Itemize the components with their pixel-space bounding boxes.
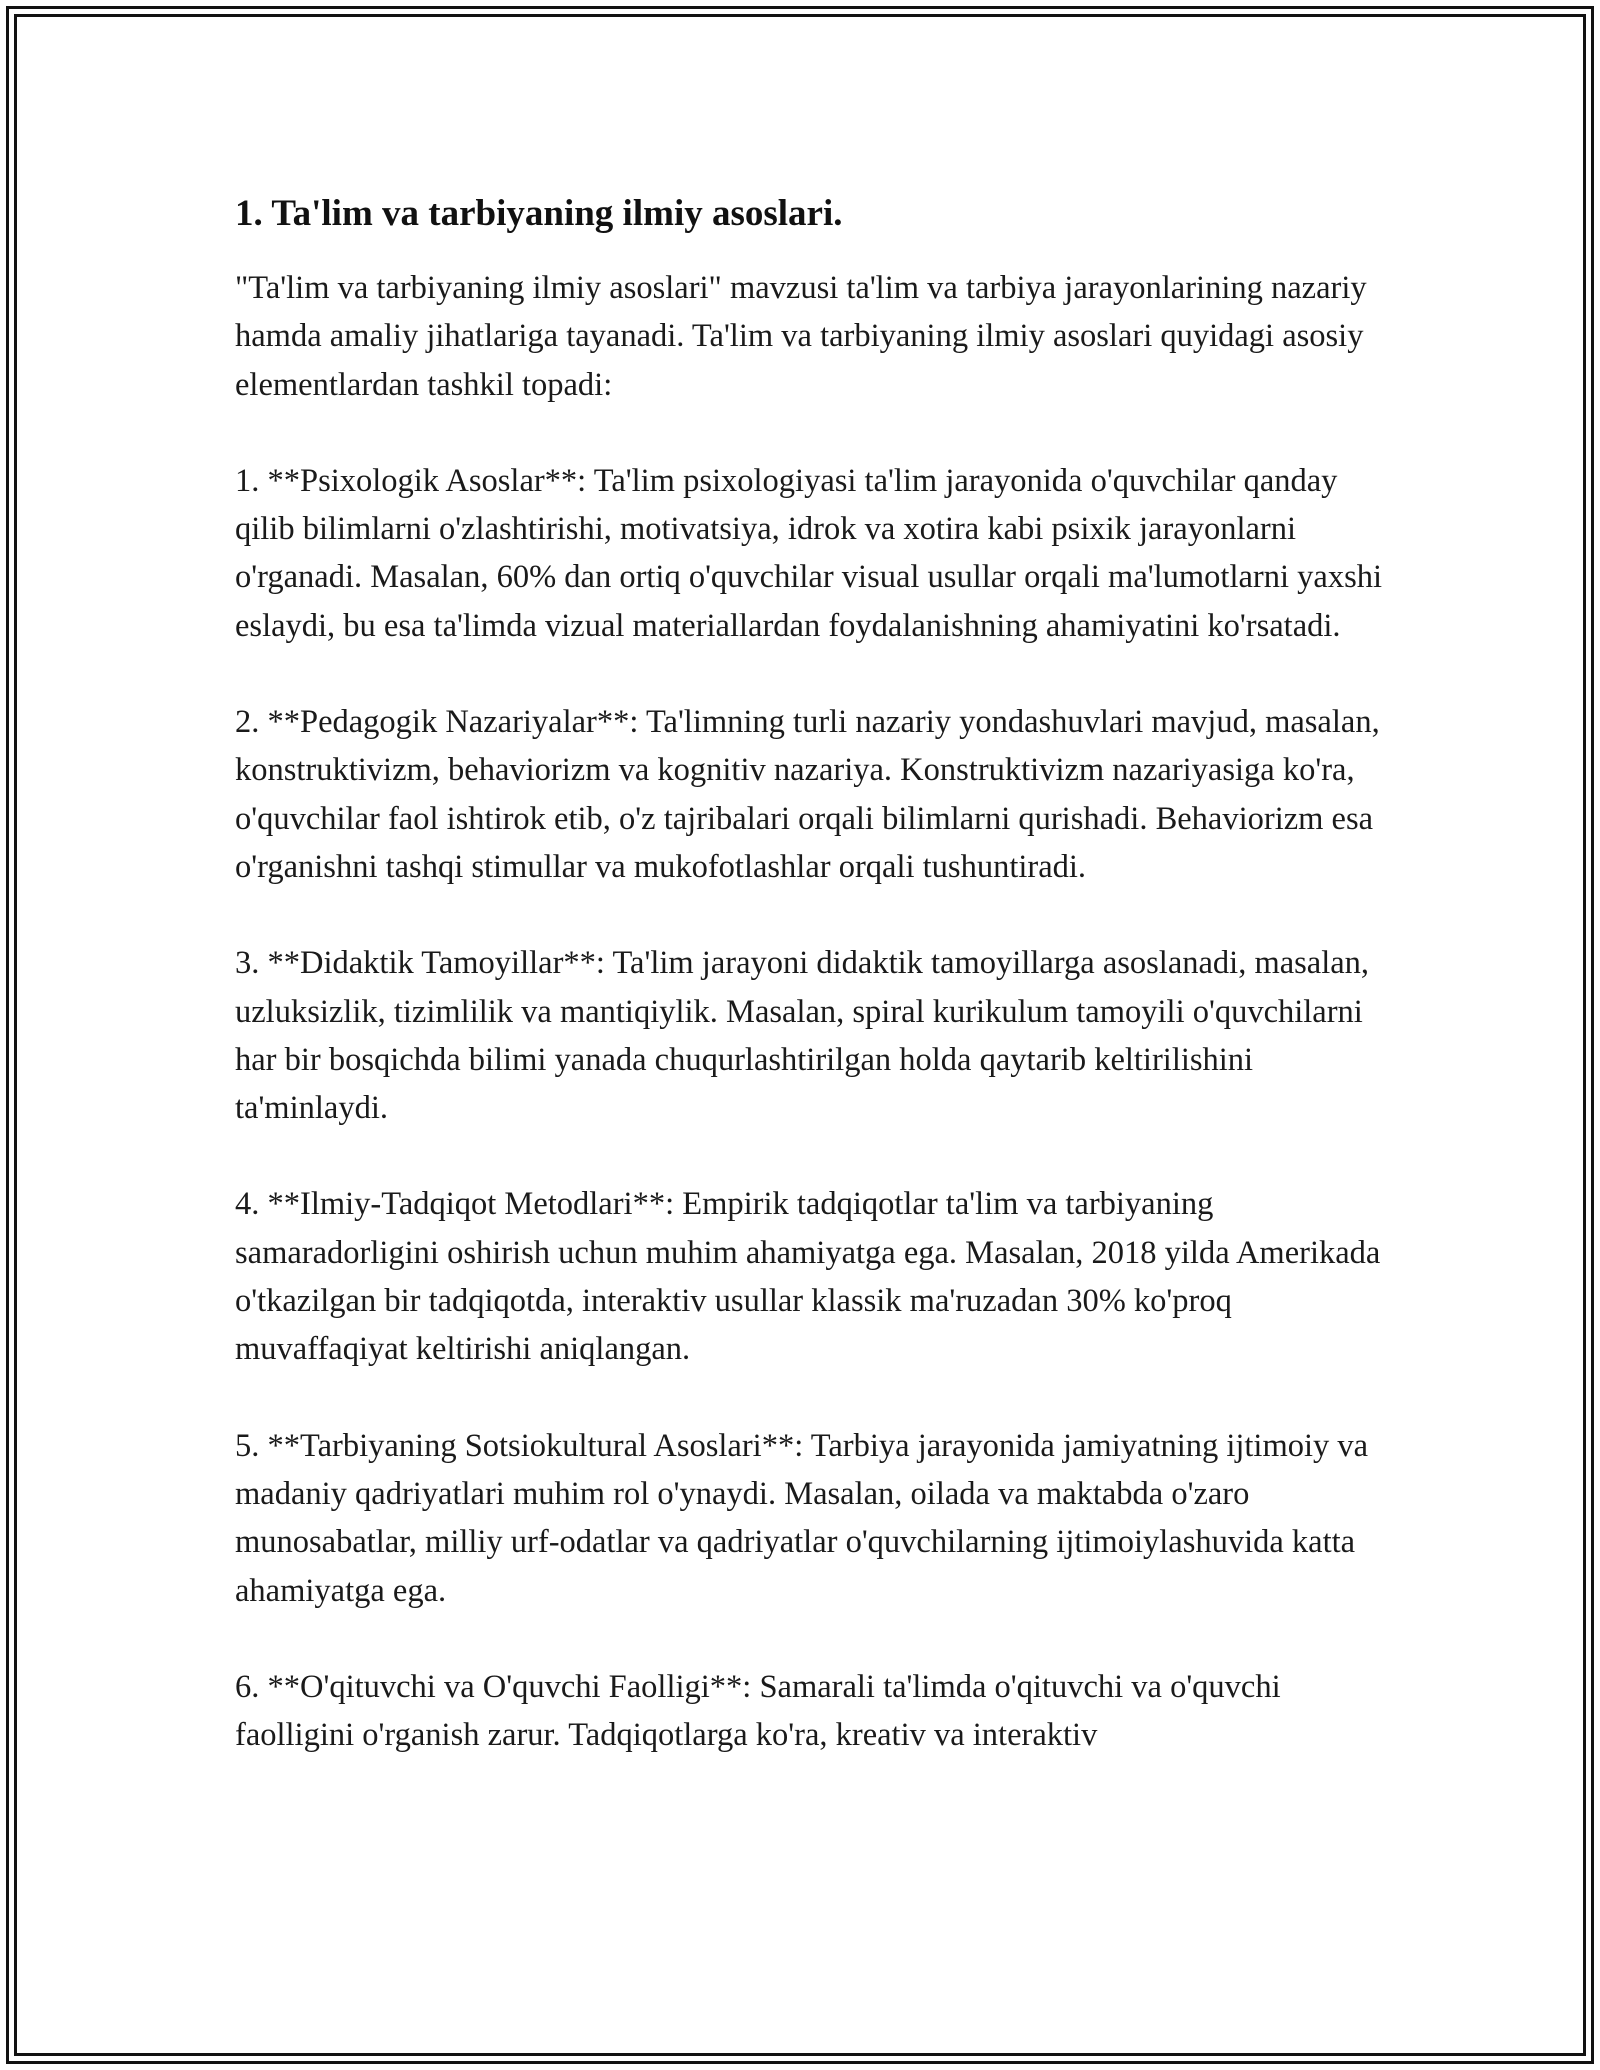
- document-body: [235, 186, 1385, 1807]
- paragraph-ilmiy-tadqiqot-metodlari: 4. **Ilmiy-Tadqiqot Metodlari**: Empirik tadqiqotlar ta'lim va tarbiyaning samaradorligini oshirish uchun muhim ahamiyatga ega. Masalan, 2018 yilda Amerikada o'tkazilgan bir tadqiqotda, interaktiv usullar klassik ma'ruzadan 30% ko'proq muvaffaqiyat keltirishi aniqlangan.: [235, 1186, 1381, 1368]
- paragraph-didaktik-tamoyillar: 3. **Didaktik Tamoyillar**: Ta'lim jarayoni didaktik tamoyillarga asoslanadi, masalan, uzluksizlik, tizimlilik va mantiqiylik. Masalan, spiral kurikulum tamoyili o'quvchilarni har bir bosqichda bilimi yanada chuqurlashtirilgan holda qaytarib keltirilishini ta'minlaydi.: [235, 945, 1370, 1127]
- section-heading: 1. Ta'lim va tarbiyaning ilmiy asoslari.: [235, 193, 843, 234]
- paragraph-sotsiokultural-asoslari: 5. **Tarbiyaning Sotsiokultural Asoslari**: Tarbiya jarayonida jamiyatning ijtimoiy va madaniy qadriyatlari muhim rol o'ynaydi. Masalan, oilada va maktabda o'zaro munosabatlar, milliy urf-odatlar va qadriyatlar o'quvchilarning ijtimoiylashuvida katta ahamiyatga ega.: [235, 1427, 1369, 1609]
- intro-paragraph: "Ta'lim va tarbiyaning ilmiy asoslari" mavzusi ta'lim va tarbiya jarayonlarining nazariy hamda amaliy jihatlariga tayanadi. Ta'lim va tarbiyaning ilmiy asoslari quyidagi asosiy elementlardan tashkil topadi:: [235, 270, 1367, 403]
- paragraph-pedagogik-nazariyalar: 2. **Pedagogik Nazariyalar**: Ta'limning turli nazariy yondashuvlari mavjud, masalan, konstruktivizm, behaviorizm va kognitiv nazariya. Konstruktivizm nazariyasiga ko'ra, o'quvchilar faol ishtirok etib, o'z tajribalari orqali bilimlarni qurishadi. Behaviorizm esa o'rganishni tashqi stimullar va mukofotlashlar orqali tushuntiradi.: [235, 704, 1380, 885]
- paragraph-oqituvchi-faolligi: 6. **O'qituvchi va O'quvchi Faolligi**: Samarali ta'limda o'qituvchi va o'quvchi faolligini o'rganish zarur. Tadqiqotlarga ko'ra, kreativ va interaktiv: [235, 1668, 1281, 1754]
- paragraph-psixologik-asoslar: 1. **Psixologik Asoslar**: Ta'lim psixologiyasi ta'lim jarayonida o'quvchilar qanday qilib bilimlarni o'zlashtirishi, motivatsiya, idrok va xotira kabi psixik jarayonlarni o'rganadi. Masalan, 60% dan ortiq o'quvchilar visual usullar orqali ma'lumotlarni yaxshi eslaydi, bu esa ta'limda vizual materiallardan foydalanishning ahamiyatini ko'rsatadi.: [235, 462, 1382, 644]
